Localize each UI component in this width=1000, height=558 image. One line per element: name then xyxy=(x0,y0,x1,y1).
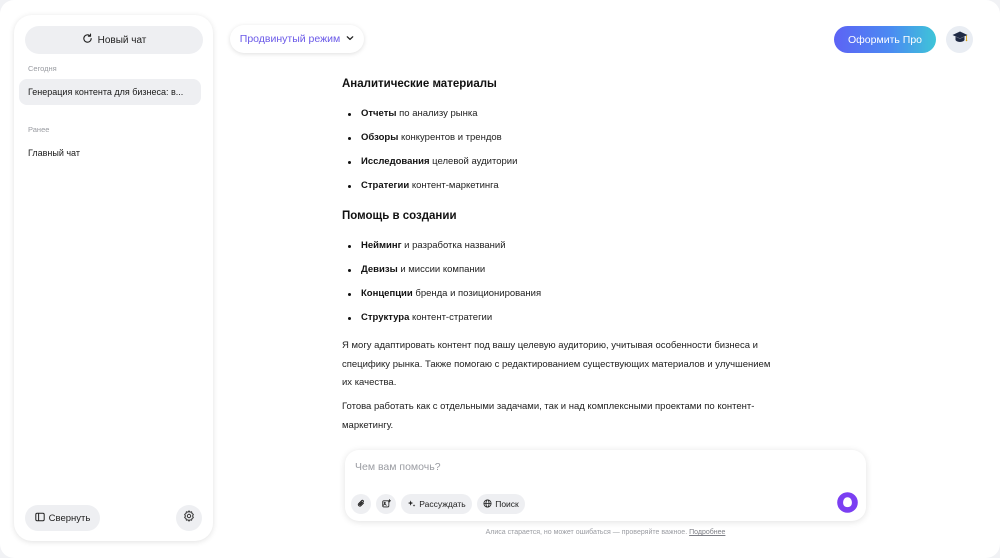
chevron-down-icon xyxy=(346,33,354,45)
collapse-label: Свернуть xyxy=(48,512,91,524)
sparkle-icon xyxy=(407,499,416,510)
list-item: Девизы и миссии компании xyxy=(348,264,485,275)
list-item: Нейминг и разработка названий xyxy=(348,240,506,251)
section-label-earlier: Ранее xyxy=(28,125,50,134)
message-composer xyxy=(345,450,866,521)
section-heading: Помощь в создании xyxy=(342,210,457,222)
chat-item-main[interactable] xyxy=(19,140,201,166)
get-pro-button[interactable]: Оформить Про xyxy=(834,26,936,53)
list-item: Обзоры конкурентов и трендов xyxy=(348,132,502,143)
paragraph-line: маркетингу. xyxy=(342,419,394,431)
sidebar xyxy=(14,15,213,541)
chat-item-label: Генерация контента для бизнеса: в... xyxy=(28,87,184,97)
list-item: Стратегии контент-маркетинга xyxy=(348,180,499,191)
list-item: Отчеты по анализу рынка xyxy=(348,108,478,119)
mode-dropdown[interactable] xyxy=(230,25,364,53)
reason-label: Рассуждать xyxy=(419,499,466,509)
image-button[interactable] xyxy=(376,494,396,514)
section-label-today: Сегодня xyxy=(28,64,57,73)
message-input[interactable] xyxy=(355,459,755,475)
graduation-cap-icon xyxy=(951,28,969,51)
paragraph-line: Я могу адаптировать контент под вашу целевую аудиторию, учитывая особенности бизнеса и xyxy=(342,340,758,351)
paperclip-icon xyxy=(357,499,366,510)
reason-toggle[interactable] xyxy=(401,494,472,514)
gear-icon xyxy=(183,509,195,527)
settings-button[interactable] xyxy=(176,505,202,531)
attach-button[interactable] xyxy=(351,494,371,514)
new-chat-button[interactable] xyxy=(25,26,203,54)
chat-item-label: Главный чат xyxy=(28,148,80,158)
sidebar-panel-icon xyxy=(35,512,45,525)
refresh-icon xyxy=(82,33,93,47)
search-label: Поиск xyxy=(495,499,519,509)
disclaimer-text: Алиса старается, но может ошибаться — проверяйте важное. xyxy=(485,529,688,536)
avatar[interactable] xyxy=(946,26,973,53)
alice-voice-button[interactable] xyxy=(837,494,858,515)
list-item: Концепции бренда и позиционирования xyxy=(348,288,541,299)
alice-icon xyxy=(837,492,858,518)
paragraph-line: специфику рынка. Также помогаю с редактированием существующих материалов и улучшением xyxy=(342,358,771,370)
globe-icon xyxy=(483,499,492,510)
image-plus-icon xyxy=(382,499,391,510)
paragraph xyxy=(342,398,754,435)
paragraph-line: их качества. xyxy=(342,377,397,389)
section-heading: Аналитические материалы xyxy=(342,78,497,90)
new-chat-label: Новый чат xyxy=(97,34,147,46)
learn-more-link[interactable]: Подробнее xyxy=(689,529,726,536)
search-toggle[interactable] xyxy=(477,494,525,514)
disclaimer xyxy=(345,529,866,536)
list-item: Исследования целевой аудитории xyxy=(348,156,517,167)
chat-item-business-content[interactable] xyxy=(19,79,201,105)
paragraph-line: Готова работать как с отдельными задачами, так и над комплексными проектами по контент- xyxy=(342,401,755,412)
collapse-sidebar-button[interactable] xyxy=(25,505,100,531)
mode-label: Продвинутый режим xyxy=(239,33,341,45)
list-item: Структура контент-стратегии xyxy=(348,312,492,323)
paragraph xyxy=(342,337,770,393)
